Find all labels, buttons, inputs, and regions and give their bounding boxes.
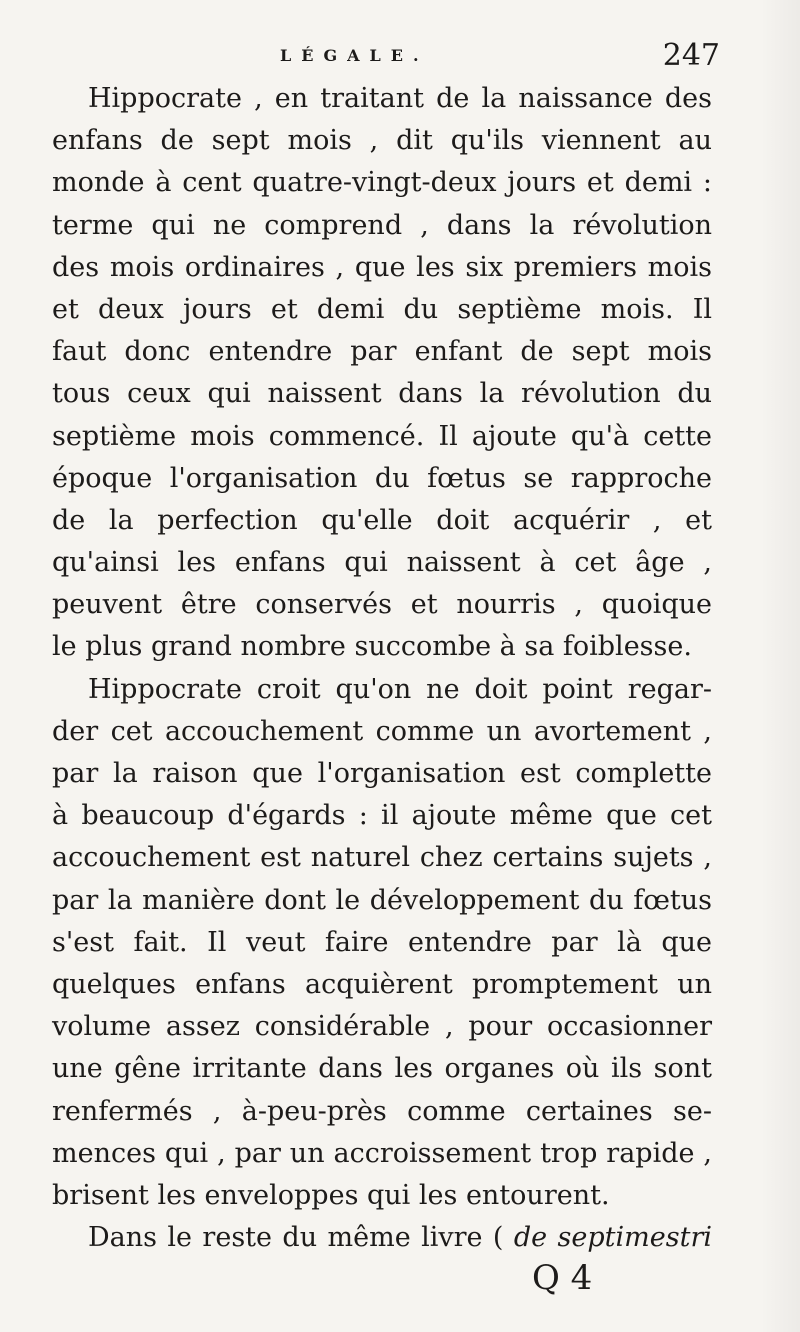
- text-fragment: Dans le reste du même livre (: [88, 1222, 504, 1254]
- text-line: s'est fait. Il veut faire entendre par là que: [52, 926, 712, 958]
- text-line: Hippocrate , en traitant de la naissance des: [88, 83, 712, 114]
- running-head: LÉGALE.: [280, 46, 429, 65]
- text-line: terme qui ne comprend , dans la révolution: [52, 209, 712, 241]
- text-line: monde à cent quatre-vingt-deux jours et demi :: [52, 167, 712, 199]
- page-number: 247: [662, 38, 720, 73]
- text-line: faut donc entendre par enfant de sept mois: [52, 336, 712, 368]
- text-line: Hippocrate croit qu'on ne doit point regar-: [88, 673, 712, 705]
- page-edge-shading: [760, 0, 800, 1332]
- text-line: mences qui , par un accroissement trop rapide ,: [52, 1137, 712, 1169]
- text-line: quelques enfans acquièrent promptement un: [52, 968, 712, 1000]
- text-line: à beaucoup d'égards : il ajoute même que cet: [52, 800, 712, 832]
- text-line: par la raison que l'organisation est complette: [52, 758, 712, 789]
- text-line: une gêne irritante dans les organes où ils sont: [52, 1053, 712, 1085]
- text-line: enfans de sept mois , dit qu'ils viennent au: [52, 125, 712, 157]
- italic-title-fragment: de septimestri: [513, 1222, 712, 1254]
- text-line: septième mois commencé. Il ajoute qu'à cette: [52, 420, 712, 452]
- text-line: peuvent être conservés et nourris , quoique: [52, 589, 712, 621]
- text-line: tous ceux qui naissent dans la révolution du: [52, 378, 712, 410]
- text-line: brisent les enveloppes qui les entourent.: [52, 1179, 610, 1211]
- text-line: par la manière dont le développement du fœtus: [52, 884, 712, 916]
- text-line: des mois ordinaires , que les six premiers mois: [52, 251, 712, 283]
- text-line: le plus grand nombre succombe à sa foiblesse.: [52, 631, 692, 663]
- signature-mark: Q 4: [532, 1258, 593, 1298]
- text-line: de la perfection qu'elle doit acquérir , et: [52, 504, 712, 536]
- text-line: qu'ainsi les enfans qui naissent à cet âge ,: [52, 547, 712, 579]
- page-header: [40, 38, 720, 78]
- body-text: [52, 78, 712, 1259]
- text-line: et deux jours et demi du septième mois. Il: [52, 293, 712, 325]
- text-line: der cet accouchement comme un avortement ,: [52, 715, 712, 747]
- text-line-continued: [52, 1217, 712, 1259]
- text-line: volume assez considérable , pour occasionner: [52, 1011, 712, 1043]
- text-line: accouchement est naturel chez certains sujets ,: [52, 842, 712, 874]
- text-line: époque l'organisation du fœtus se rapproche: [52, 462, 712, 494]
- text-line: renfermés , à-peu-près comme certaines se-: [52, 1095, 712, 1127]
